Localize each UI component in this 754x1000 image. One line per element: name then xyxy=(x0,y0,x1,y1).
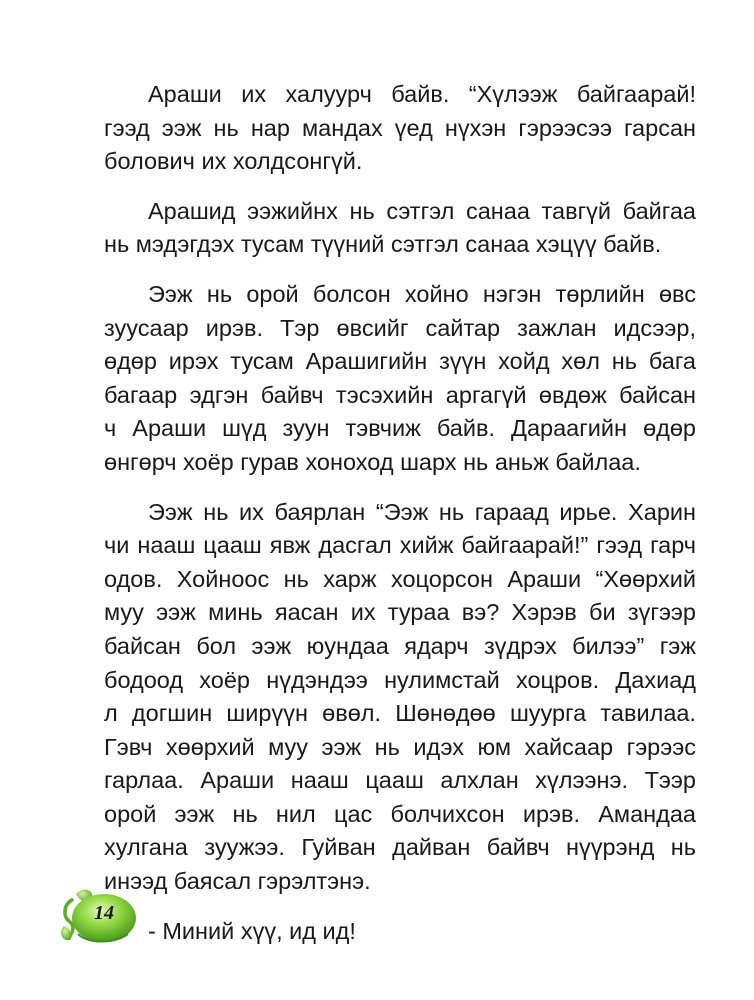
page-number: 14 xyxy=(94,902,114,924)
paragraph xyxy=(104,195,696,262)
text-line: ч Араши шүд зуун тэвчиж байв. Дараагийн өдөр xyxy=(104,415,696,442)
text-line: бодоод хоёр нүдэндээ нулимстай хоцров. Дахиад xyxy=(104,666,696,693)
paragraph xyxy=(104,78,696,179)
text-line: өнгөрч хоёр гурав хоноход шарх нь аньж байлаа. xyxy=(104,448,641,475)
paragraph xyxy=(104,496,696,899)
paragraph xyxy=(104,278,696,480)
text-line: гээд ээж нь нар мандах үед нүхэн гэрээсээ гарсан xyxy=(104,114,696,141)
text-line: гарлаа. Араши нааш цааш алхлан хүлээнэ. Тээр xyxy=(104,767,696,794)
text-line: зуусаар ирэв. Тэр өвсийг сайтар зажлан идсээр, xyxy=(104,314,696,341)
text-line: чи нааш цааш явж дасгал хийж байгаарай!” гээд гарч xyxy=(104,532,696,559)
text-line: өдөр ирэх тусам Арашигийн зүүн хойд хөл нь бага xyxy=(104,348,696,375)
text-line: багаар эдгэн байвч тэсэхийн аргагүй өвдөж байсан xyxy=(104,381,696,408)
text-line: одов. Хойноос нь харж хоцорсон Араши “Хөөрхий xyxy=(104,565,696,592)
text-line: муу ээж минь яасан их тураа вэ? Хэрэв би зүгээр xyxy=(104,599,696,626)
text-line: байсан бол ээж юундаа ядарч зүдрэх билээ” гэж xyxy=(104,632,696,659)
text-line: Ээж нь орой болсон хойно нэгэн төрлийн өвс xyxy=(148,280,696,307)
text-line: нь мэдэгдэх тусам түүний сэтгэл санаа хэцүү байв. xyxy=(104,231,662,258)
text-line: хулгана зуужээ. Гуйван дайван байвч нүүрэнд нь xyxy=(104,834,696,861)
story-text xyxy=(104,78,696,964)
text-line: Гэвч хөөрхий муу ээж нь идэх юм хайсаар гэрээс xyxy=(104,733,696,760)
text-line: болович их холдсонгүй. xyxy=(104,148,363,175)
text-line: Араши их халуурч байв. “Хүлээж байгаарай! xyxy=(148,81,696,107)
text-line: Арашид ээжийнх нь сэтгэл санаа тавгүй байгаа xyxy=(148,197,696,224)
text-line: Ээж нь их баярлан “Ээж нь гараад ирье. Харин xyxy=(148,498,696,525)
text-line: - Миний хүү, ид ид! xyxy=(148,917,356,944)
paragraph xyxy=(104,915,696,949)
text-line: инээд баясал гэрэлтэнэ. xyxy=(104,868,371,895)
text-line: орой ээж нь нил цас болчихсон ирэв. Амандаа xyxy=(104,800,696,827)
text-line: л догшин ширүүн өвөл. Шөнөдөө шуурга тавилаа. xyxy=(104,700,696,727)
